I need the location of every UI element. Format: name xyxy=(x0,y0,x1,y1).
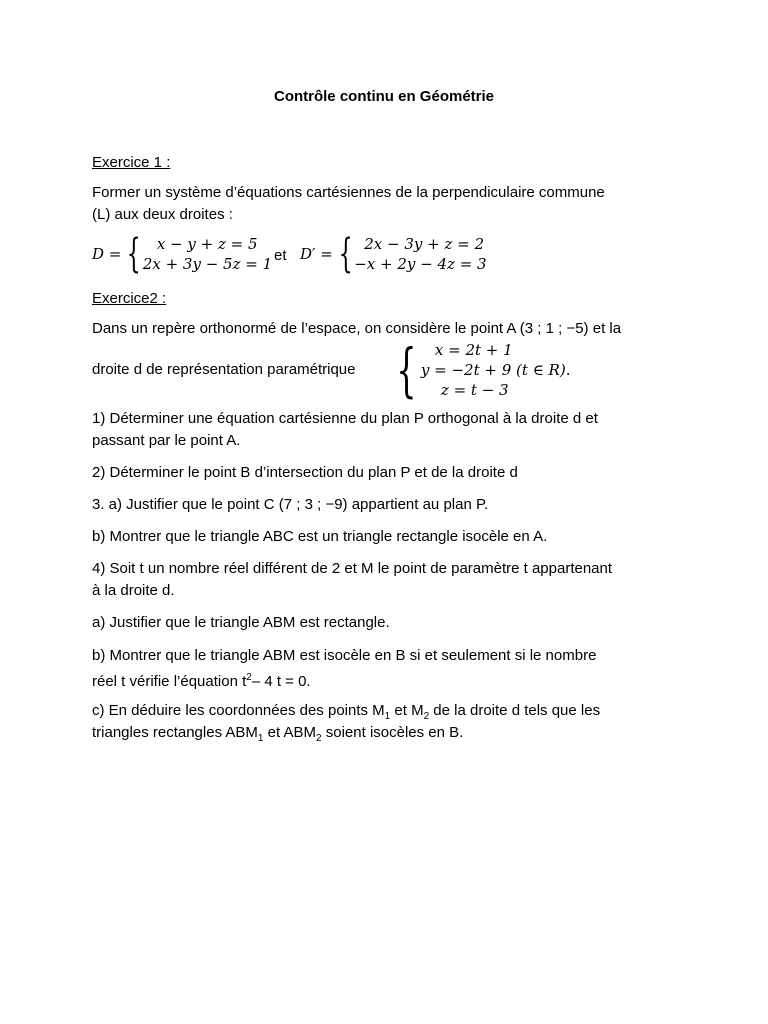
question-4-line-1: 4) Soit t un nombre réel différent de 2 et M le point de paramètre t appartenant xyxy=(92,560,613,577)
question-3a: 3. a) Justifier que le point C (7 ; 3 ; −9) appartient au plan P. xyxy=(92,496,489,513)
question-1-line-1: 1) Déterminer une équation cartésienne du plan P orthogonal à la droite d et xyxy=(92,410,598,427)
param-y: y = −2t + 9 (t ∈ R). xyxy=(420,361,571,379)
exercise-1-line-1: Former un système d’équations cartésiennes de la perpendiculaire commune xyxy=(92,184,605,201)
D-prime-equation-1: 2x − 3y + z = 2 xyxy=(364,235,485,253)
q4c-sub-1: 1 xyxy=(384,711,391,722)
D-prime-label: D′ = xyxy=(300,245,333,263)
q4c-sub-3: 1 xyxy=(257,733,264,744)
question-4-line-2: à la droite d. xyxy=(92,582,175,599)
brace-parametric: { xyxy=(396,336,417,404)
q4c-text-1: c) En déduire les coordonnées des points M xyxy=(92,702,385,719)
q4b-text-pre: réel t vérifie l’équation t xyxy=(92,673,247,690)
D-equation-2: 2x + 3y − 5z = 1 xyxy=(142,255,273,273)
system-D-prime xyxy=(300,231,487,277)
q4b-exponent: 2 xyxy=(246,672,252,683)
D-label: D = xyxy=(92,245,122,263)
question-4b-line-2 xyxy=(92,667,311,693)
q4c-text-5: et ABM xyxy=(263,724,317,741)
brace-D-prime: { xyxy=(338,231,353,277)
D-prime-equation-2: −x + 2y − 4z = 3 xyxy=(354,255,487,273)
q4c-sub-4: 2 xyxy=(316,733,322,744)
q4c-text-4: triangles rectangles ABM xyxy=(92,724,258,741)
q4c-text-6: soient isocèles en B. xyxy=(321,724,464,741)
exercise-1-heading: Exercice 1 : xyxy=(92,154,171,171)
exercise-1-line-2: (L) aux deux droites : xyxy=(92,206,233,223)
q4c-text-3: de la droite d tels que les xyxy=(429,702,601,719)
system-D xyxy=(92,231,273,277)
q4c-sub-2: 2 xyxy=(423,711,430,722)
D-equation-1: x − y + z = 5 xyxy=(156,235,258,253)
param-z: z = t − 3 xyxy=(440,381,509,399)
exercise-2-intro-2: droite d de représentation paramétrique xyxy=(92,361,356,378)
question-1-line-2: passant par le point A. xyxy=(92,432,241,449)
parametric-system xyxy=(388,336,571,404)
exercise-2-intro-1: Dans un repère orthonormé de l’espace, on considère le point A (3 ; 1 ; −5) et la xyxy=(92,320,622,337)
brace-D: { xyxy=(127,231,142,277)
q4b-text-post: – 4 t = 0. xyxy=(251,673,311,690)
exercise-2-heading: Exercice2 : xyxy=(92,290,167,307)
question-4a: a) Justifier que le triangle ABM est rectangle. xyxy=(92,614,390,631)
question-4b-line-1: b) Montrer que le triangle ABM est isocèle en B si et seulement si le nombre xyxy=(92,647,597,664)
question-3b: b) Montrer que le triangle ABC est un triangle rectangle isocèle en A. xyxy=(92,528,548,545)
q4c-text-2: et M xyxy=(390,702,424,719)
param-x: x = 2t + 1 xyxy=(434,341,513,359)
question-2: 2) Déterminer le point B d’intersection du plan P et de la droite d xyxy=(92,464,518,481)
question-4c-line-2 xyxy=(92,722,463,750)
et-label: et xyxy=(274,247,287,264)
page-title: Contrôle continu en Géométrie xyxy=(273,88,495,105)
